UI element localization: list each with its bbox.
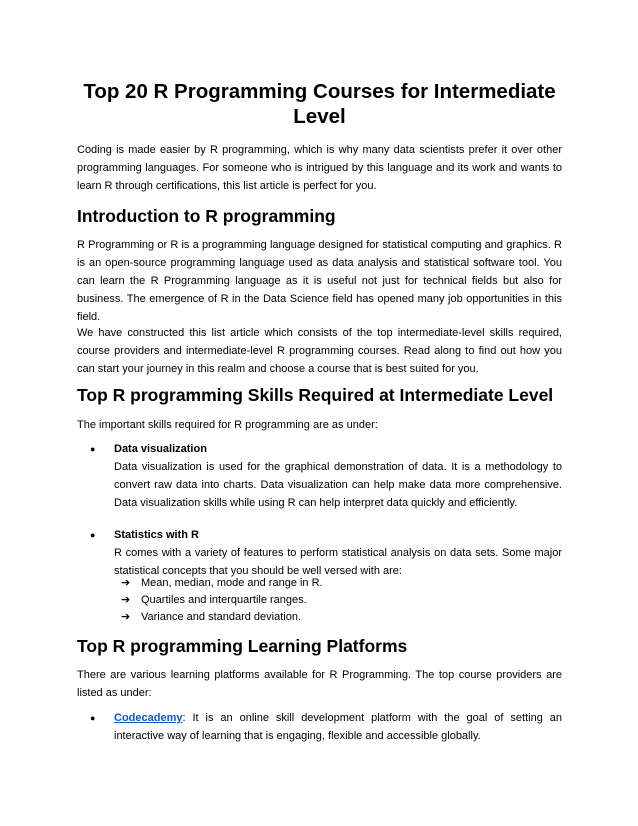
- introduction-paragraph-2: We have constructed this list article which consists of the top intermediate-level skills required, course providers and intermediate-level R programming courses. Read along to find out how you can start your journey in this realm and choose a course that is best suited for you.: [77, 327, 562, 375]
- list-item-heading: Statistics with R: [114, 529, 199, 541]
- sub-list-item: [121, 608, 301, 626]
- sub-list-item-text: Quartiles and interquartile ranges.: [141, 594, 307, 606]
- list-item-text: Data visualization is used for the graphical demonstration of data. It is a methodology to convert raw data into charts. Data visualization can help make data more comprehensive. Data visualization skills while using R can help interpret data quickly and efficiently.: [114, 461, 562, 509]
- intro-paragraph: Coding is made easier by R programming, which is why many data scientists prefer it over other programming languages. For someone who is intrigued by this language and its work and wants to learn R through certifications, this list article is perfect for you.: [77, 144, 562, 192]
- platforms-lead: There are various learning platforms available for R Programming. The top course providers are listed as under:: [77, 669, 562, 699]
- page-title: Top 20 R Programming Courses for Intermediate Level: [83, 80, 556, 128]
- sub-list-item: [121, 574, 323, 592]
- arrow-icon: ➔: [121, 576, 131, 589]
- list-item-statistics: [90, 526, 562, 580]
- bullet-icon: ●: [90, 444, 96, 454]
- introduction-paragraph-1: R Programming or R is a programming language designed for statistical computing and graphics. R is an open-source programming language used as data analysis and statistical software tool. You can learn the R Programming language as it is useful not just for technical fields but also for business. The emergence of R in the Data Science field has opened many job opportunities in this field.: [77, 239, 562, 323]
- arrow-icon: ➔: [121, 610, 131, 623]
- list-item-text: : It is an online skill development platform with the goal of setting an interactive way of learning that is engaging, flexible and accessible globally.: [114, 712, 562, 742]
- bullet-icon: ●: [90, 713, 96, 723]
- section-heading-introduction: Introduction to R programming: [77, 206, 336, 226]
- codecademy-link[interactable]: Codecademy: [114, 712, 183, 724]
- bullet-icon: ●: [90, 530, 96, 540]
- arrow-icon: ➔: [121, 593, 131, 606]
- list-item-text: R comes with a variety of features to perform statistical analysis on data sets. Some major statistical concepts that you should be well versed with are:: [114, 547, 562, 577]
- section-heading-skills: Top R programming Skills Required at Intermediate Level: [77, 385, 554, 405]
- sub-list-item-text: Mean, median, mode and range in R.: [141, 577, 323, 589]
- section-heading-platforms: Top R programming Learning Platforms: [77, 636, 408, 656]
- skills-lead: The important skills required for R programming are as under:: [77, 419, 378, 431]
- list-item-data-visualization: [90, 440, 562, 512]
- list-item-codecademy: [90, 709, 562, 745]
- list-item-heading: Data visualization: [114, 443, 207, 455]
- sub-list-item-text: Variance and standard deviation.: [141, 611, 302, 623]
- sub-list-item: [121, 591, 307, 609]
